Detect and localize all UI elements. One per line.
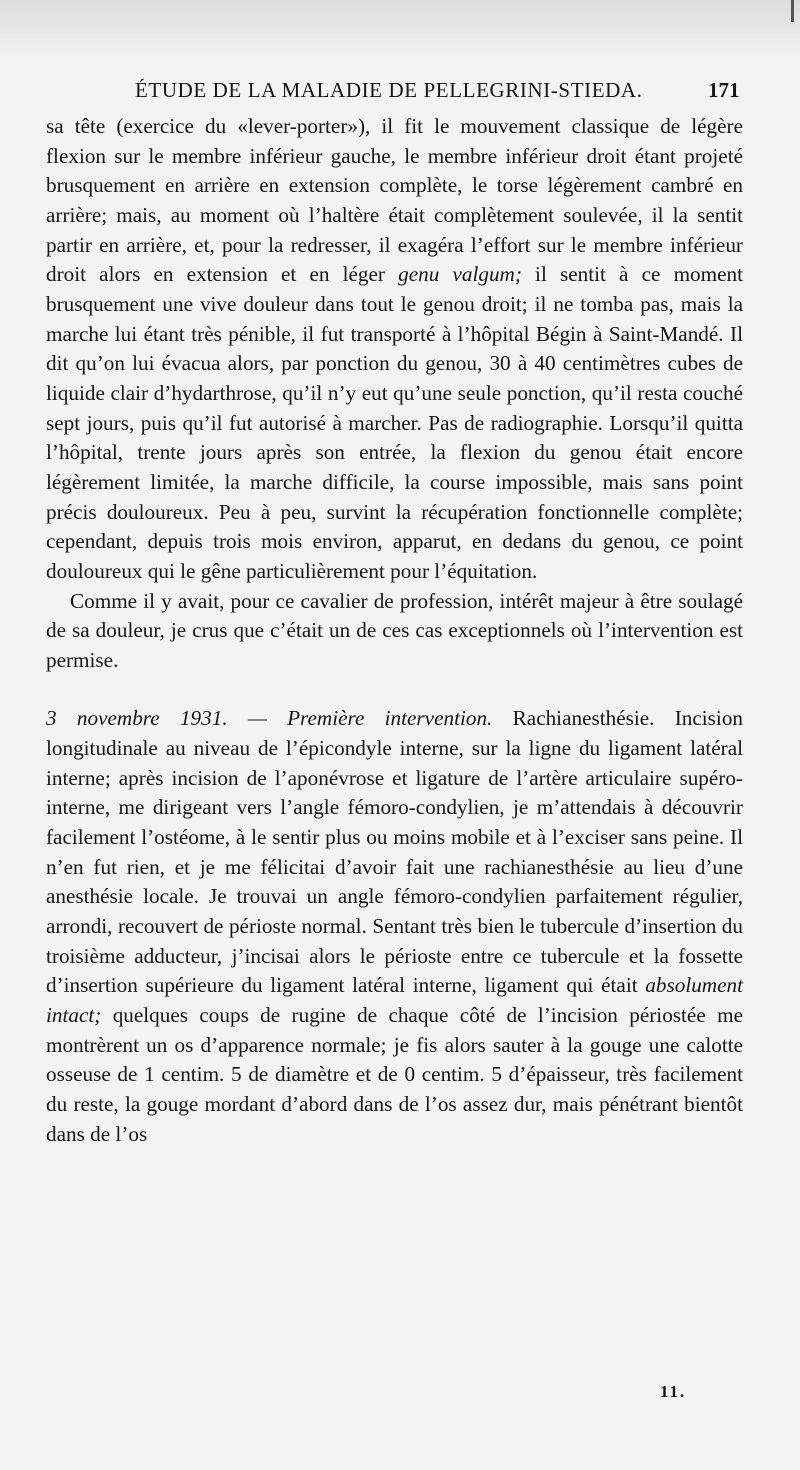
italic-term: genu valgum;	[398, 262, 522, 287]
page-header	[0, 70, 800, 110]
printer-signature: 11.	[660, 1382, 687, 1401]
paragraph-text: quelques coups de rugine de chaque côté de l’incision périostée me montrèrent un os d’apparence normale; je fis alors sauter à la gouge une calotte osseuse de 1 centim. 5 de diamètre et de 0 centim. 5 d’épaisseur, très facilement du reste, la gouge mordant d’abord dans de l’os assez dur, mais pénétrant bientôt dans de l’os	[46, 1003, 743, 1146]
paragraph-case-history	[46, 112, 743, 587]
scan-mark	[791, 0, 794, 22]
running-title: ÉTUDE DE LA MALADIE DE PELLEGRINI-STIEDA.	[135, 78, 643, 102]
paragraph-gap	[46, 675, 743, 704]
intervention-date-heading: 3 novembre 1931. — Première intervention.	[46, 706, 493, 731]
body-text	[46, 112, 743, 1149]
scan-shadow	[0, 0, 800, 60]
italic-term: absolument intact;	[46, 973, 743, 1028]
paragraph-text: sa tête (exercice du «lever-porter»), il fit le mouvement classique de légère flexion sur le membre inférieur gauche, le membre inférieur droit étant projeté brusquement en arrière en extension complète, le torse légèrement cambré en arrière; mais, au moment où l’haltère était complètement soulevée, il la sentit partir en arrière, et, pour la redresser, il exagéra l’effort sur le membre inférieur droit alors en extension et en léger	[46, 114, 743, 287]
paragraph-text: Rachianesthésie. Incision longitudinale au niveau de l’épicondyle interne, sur la ligne du ligament latéral interne; après incision de l’aponévrose et ligature de l’artère articulaire supéro-interne, me dirigeant vers l’angle fémoro-condylien, je m’attendais à découvrir facilement l’ostéome, à le sentir plus ou moins mobile et à l’exciser sans peine. Il n’en fut rien, et je me félicitai d’avoir fait une rachianesthésie au lieu d’une anesthésie locale. Je trouvai un angle fémoro-condylien parfaitement régulier, arrondi, recouvert de périoste normal. Sentant très bien le tubercule d’insertion du troisième adducteur, j’incisai alors le périoste entre ce tubercule et la fossette d’insertion supérieure du ligament latéral interne, ligament qui était	[46, 706, 744, 998]
paragraph-text: il sentit à ce moment brusquement une vive douleur dans tout le genou droit; il ne tomba pas, mais la marche lui étant très pénible, il fut transporté à l’hôpital Bégin à Saint-Mandé. Il dit qu’on lui évacua alors, par ponction du genou, 30 à 40 centimètres cubes de liquide clair d’hydarthrose, qu’il n’y eut qu’une seule ponction, qu’il resta couché sept jours, puis qu’il fut autorisé à marcher. Pas de radiographie. Lorsqu’il quitta l’hôpital, trente jours après son entrée, la flexion du genou était encore légèrement limitée, la marche difficile, la course impossible, mais sans point précis douloureux. Peu à peu, survint la récupération fonctionnelle complète; cependant, depuis trois mois environ, apparut, en dedans du genou, ce point douloureux qui le gêne particulièrement pour l’équitation.	[46, 262, 744, 583]
paragraph-first-intervention	[46, 704, 743, 1149]
paragraph-decision: Comme il y avait, pour ce cavalier de profession, intérêt majeur à être soulagé de sa douleur, je crus que c’était un de ces cas exceptionnels où l’intervention est permise.	[46, 588, 743, 672]
page-number: 171	[708, 78, 740, 102]
